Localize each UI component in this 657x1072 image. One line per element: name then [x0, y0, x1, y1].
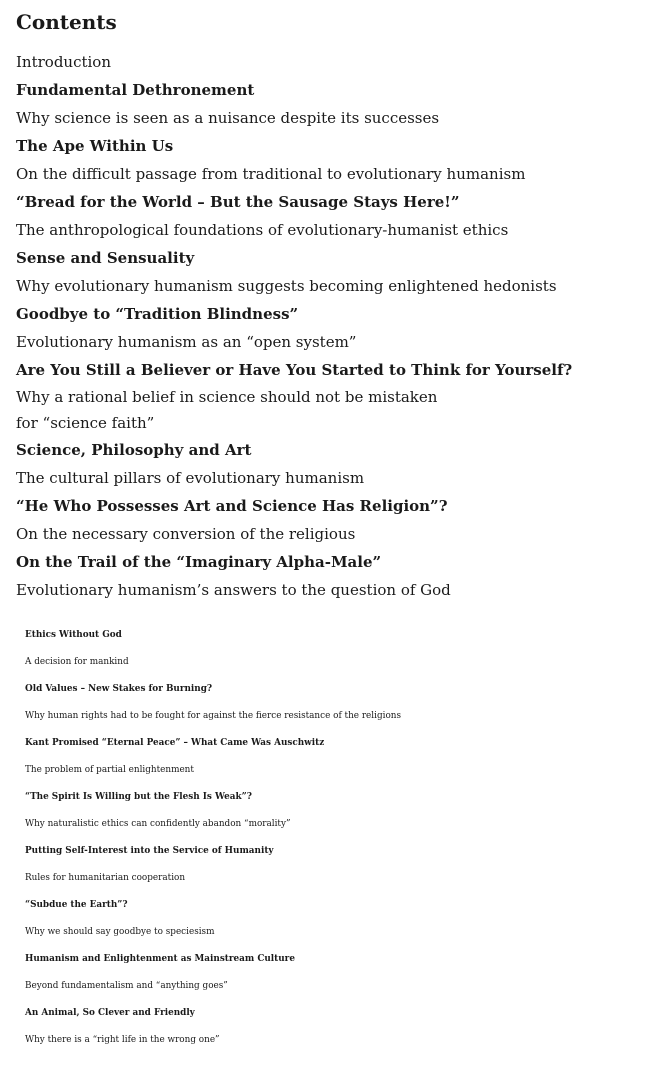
contents-part-two	[25, 622, 655, 1054]
toc-entry-title[interactable]: “Subdue the Earth”?	[25, 900, 128, 910]
toc-entry-subtitle: Why evolutionary humanism suggests becoming enlightened hedonists	[16, 277, 557, 295]
toc-entry-title[interactable]: Science, Philosophy and Art	[16, 441, 252, 459]
toc-entry-title[interactable]: On the Trail of the “Imaginary Alpha-Male”	[16, 553, 382, 571]
toc-entry-title[interactable]: The Ape Within Us	[16, 137, 174, 155]
toc-entry-subtitle: Evolutionary humanism as an “open system”	[16, 333, 357, 351]
toc-entry-subtitle: Why human rights had to be fought for against the fierce resistance of the religions	[25, 711, 401, 721]
toc-entry-title[interactable]: Old Values – New Stakes for Burning?	[25, 684, 213, 694]
toc-entry-subtitle: Why science is seen as a nuisance despite its successes	[16, 109, 440, 127]
toc-entry-subtitle: Rules for humanitarian cooperation	[25, 873, 186, 883]
toc-entry-title[interactable]: Humanism and Enlightenment as Mainstream Culture	[25, 954, 295, 964]
toc-entry-subtitle: Why naturalistic ethics can confidently abandon “morality”	[25, 819, 291, 829]
toc-entry-subtitle: Why we should say goodbye to speciesism	[25, 927, 215, 937]
toc-entry-subtitle: Why there is a “right life in the wrong one”	[25, 1035, 220, 1045]
toc-entry-title[interactable]: Putting Self-Interest into the Service of Humanity	[25, 846, 274, 856]
toc-entry-title[interactable]: An Animal, So Clever and Friendly	[25, 1008, 195, 1018]
toc-entry-title[interactable]: “Bread for the World – But the Sausage Stays Here!”	[16, 193, 460, 211]
toc-entry-subtitle: The cultural pillars of evolutionary humanism	[16, 469, 365, 487]
toc-entry-subtitle: Evolutionary humanism’s answers to the question of God	[16, 581, 451, 599]
contents-heading: Contents	[16, 10, 117, 34]
toc-entry-subtitle: Why a rational belief in science should not be mistaken	[16, 388, 438, 406]
toc-entry-subtitle: The anthropological foundations of evolutionary-humanist ethics	[16, 221, 509, 239]
toc-entry-title[interactable]: “He Who Possesses Art and Science Has Religion”?	[16, 497, 448, 515]
toc-entry-title[interactable]: “The Spirit Is Willing but the Flesh Is Weak”?	[25, 792, 252, 802]
toc-entry-subtitle: The problem of partial enlightenment	[25, 765, 194, 775]
toc-entry-title[interactable]: Goodbye to “Tradition Blindness”	[16, 305, 299, 323]
toc-entry-title[interactable]: Sense and Sensuality	[16, 249, 195, 267]
toc-entry-title[interactable]: Fundamental Dethronement	[16, 81, 255, 99]
toc-entry-introduction[interactable]: Introduction	[16, 53, 111, 71]
toc-entry-title[interactable]: Kant Promised “Eternal Peace” – What Came Was Auschwitz	[25, 738, 325, 748]
toc-entry-subtitle: On the difficult passage from traditional to evolutionary humanism	[16, 165, 526, 183]
toc-entry-title[interactable]: Ethics Without God	[25, 630, 122, 640]
toc-entry-subtitle: A decision for mankind	[25, 657, 129, 667]
toc-entry-subtitle: Beyond fundamentalism and “anything goes”	[25, 981, 228, 991]
toc-entry-subtitle-continued: for “science faith”	[16, 414, 155, 432]
contents-part-one	[16, 48, 646, 604]
toc-entry-title[interactable]: Are You Still a Believer or Have You Started to Think for Yourself?	[16, 361, 573, 379]
toc-entry-subtitle: On the necessary conversion of the religious	[16, 525, 356, 543]
